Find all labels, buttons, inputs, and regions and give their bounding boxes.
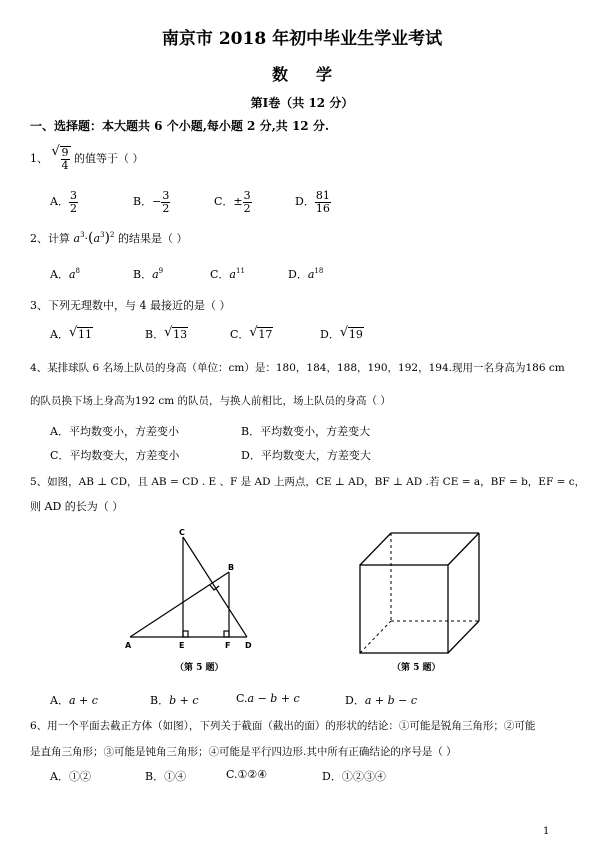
question-6-line-1: 6、用一个平面去截正方体（如图），下列关于截面（截出的面）的形状的结论：①可能是锐角三角形；②可能 (30, 720, 536, 732)
var-a: a (68, 268, 76, 281)
var-a: a (229, 268, 236, 281)
q2-option-b (133, 266, 163, 282)
question-2-number: 2、计算 (30, 232, 70, 245)
page-number: 1 (543, 826, 550, 837)
figure-triangles (120, 525, 270, 665)
exponent: 18 (314, 267, 324, 275)
radicand: 13 (173, 328, 188, 341)
var-a: a (152, 268, 159, 281)
figure-cube (350, 525, 490, 660)
option-text: 平均数变小，方差变大 (260, 425, 371, 438)
var-a: a (93, 232, 101, 245)
option-label: A． (50, 425, 69, 438)
q4-option-a (50, 423, 179, 439)
option-label: C． (50, 449, 70, 462)
question-1-stem: 的值等于（ ） (74, 152, 144, 166)
option-label: A． (50, 328, 69, 341)
denominator: 2 (162, 201, 170, 215)
var-a: a (307, 268, 315, 281)
option-label: C． (214, 195, 234, 209)
exponent: 2 (110, 231, 115, 239)
option-label: D． (295, 195, 315, 209)
exponent: 9 (158, 267, 164, 275)
option-label: D． (288, 268, 308, 281)
option-label: B． (133, 268, 153, 281)
option-text: 平均数变大，方差变小 (69, 449, 180, 462)
option-label: D． (320, 328, 340, 341)
numerator: 3 (243, 189, 251, 202)
option-label: D． (322, 770, 342, 783)
sqrt-9-over-4: √ $\frac{9}{4}$ (51, 144, 69, 172)
q2-option-c (210, 266, 245, 282)
q5-option-c (236, 692, 300, 705)
option-label: A． (50, 770, 69, 783)
q3-option-b: B． √ 13 (145, 325, 188, 341)
q1-option-d (295, 190, 331, 214)
right-angle-f (224, 631, 229, 637)
denominator: 2 (69, 201, 77, 215)
question-5-line-1: 5、如图，AB ⊥ CD，且 AB = CD . E 、F 是 AD 上两点，CE ⊥ AD，BF ⊥ AD .若 CE = a，BF = b，EF = c， (30, 476, 586, 488)
exponent: 11 (235, 267, 245, 275)
option-text: ①② (68, 770, 91, 783)
label-d: D (245, 641, 252, 650)
option-label: B． (133, 195, 153, 209)
subject-title: 数学 (271, 65, 360, 84)
line-ab (130, 572, 229, 637)
option-text: b + c (169, 694, 199, 707)
question-2-stem: 的结果是（ ） (117, 232, 188, 245)
cube-edge (448, 533, 479, 565)
option-sign: ± (233, 195, 243, 209)
cube-hidden-edge (360, 621, 391, 653)
question-1 (30, 146, 144, 171)
section-heading: 一、选择题：本大题共 6 个小题,每小题 2 分,共 12 分. (30, 119, 329, 133)
option-text: 平均数变小，方差变小 (68, 425, 179, 438)
q3-option-a: A． √ 11 (50, 325, 92, 341)
question-1-number: 1、 (30, 152, 48, 166)
q4-option-d (241, 447, 371, 463)
q5-option-a (50, 692, 98, 708)
q1-option-a (50, 190, 78, 214)
figure-caption-left: （第 5 题） (175, 663, 224, 673)
radicand: 19 (348, 328, 363, 341)
option-text: a + c (68, 694, 98, 707)
label-c: C (179, 528, 185, 537)
label-b: B (228, 563, 235, 572)
option-label: B． (145, 328, 165, 341)
option-label: D． (345, 694, 365, 707)
option-text: a − b + c (247, 692, 300, 705)
q6-option-a (50, 768, 91, 784)
question-6-line-2: 是直角三角形；③可能是钝角三角形；④可能是平行四边形.其中所有正确结论的序号是（ ） (30, 746, 457, 758)
option-label: B． (150, 694, 170, 707)
option-label: A． (50, 694, 69, 707)
option-label: B． (145, 770, 165, 783)
q3-option-d: D． √ 19 (320, 325, 363, 341)
option-label: B． (241, 425, 261, 438)
q4-option-c (50, 447, 179, 463)
right-angle-e (183, 631, 188, 637)
cube-edge (360, 533, 391, 565)
volume-heading: 第Ⅰ卷（共 12 分） (250, 96, 354, 110)
q3-option-c: C． √ 17 (230, 325, 273, 341)
q1-option-c (214, 190, 252, 214)
option-label: C. (236, 692, 248, 705)
q5-option-b (150, 692, 199, 708)
numerator: 3 (162, 189, 170, 202)
exponent: 8 (75, 267, 80, 275)
denominator: 4 (61, 158, 69, 172)
option-label: C． (210, 268, 230, 281)
line-cd (183, 537, 247, 637)
q4-option-b (241, 423, 370, 439)
q6-option-d (322, 768, 386, 784)
option-text: a + b − c (364, 694, 418, 707)
question-5-line-2: 则 AD 的长为（ ） (30, 500, 124, 513)
q1-option-b (133, 190, 170, 214)
q2-option-d (288, 266, 323, 282)
cube-edge (448, 621, 479, 653)
option-label: C. (226, 768, 238, 781)
numerator: 3 (69, 189, 77, 202)
label-f: F (225, 641, 231, 650)
option-text: ①②③④ (341, 770, 386, 783)
question-3: 3、下列无理数中，与 4 最接近的是（ ） (30, 299, 231, 312)
numerator: 9 (61, 146, 69, 159)
q5-option-d (345, 692, 417, 708)
q6-option-b (145, 768, 186, 784)
option-label: C． (230, 328, 250, 341)
denominator: 16 (315, 201, 330, 215)
option-text: ①②④ (237, 768, 268, 781)
var-a: a (73, 232, 81, 245)
option-label: A． (50, 195, 69, 209)
option-label: D． (241, 449, 261, 462)
option-sign: − (152, 195, 162, 209)
option-text: ①④ (164, 770, 187, 783)
question-4-line-1: 4、某排球队 6 名场上队员的身高（单位：cm）是：180，184，188，190，192，194.现用一名身高为186 cm (30, 362, 565, 374)
radicand: 17 (258, 328, 273, 341)
label-a: A (125, 641, 132, 650)
label-e: E (179, 641, 185, 650)
option-text: 平均数变大，方差变大 (260, 449, 371, 462)
exponent: 3 (80, 231, 85, 239)
exponent: 3 (100, 231, 105, 239)
q2-option-a (50, 266, 80, 282)
option-label: A． (50, 268, 69, 281)
q6-option-c (226, 768, 267, 781)
denominator: 2 (243, 201, 251, 215)
question-2: 2、计算 $a^3\cdot(a^3)^2$ 的结果是（ ） (30, 230, 188, 246)
radicand: 11 (77, 328, 92, 341)
numerator: 81 (315, 189, 330, 202)
figure-caption-right: （第 5 题） (392, 663, 441, 673)
question-4-line-2: 的队员换下场上身高为192 cm 的队员，与换人前相比，场上队员的身高（ ） (30, 395, 391, 407)
exam-title: 南京市 2018 年初中毕业生学业考试 (161, 29, 443, 49)
